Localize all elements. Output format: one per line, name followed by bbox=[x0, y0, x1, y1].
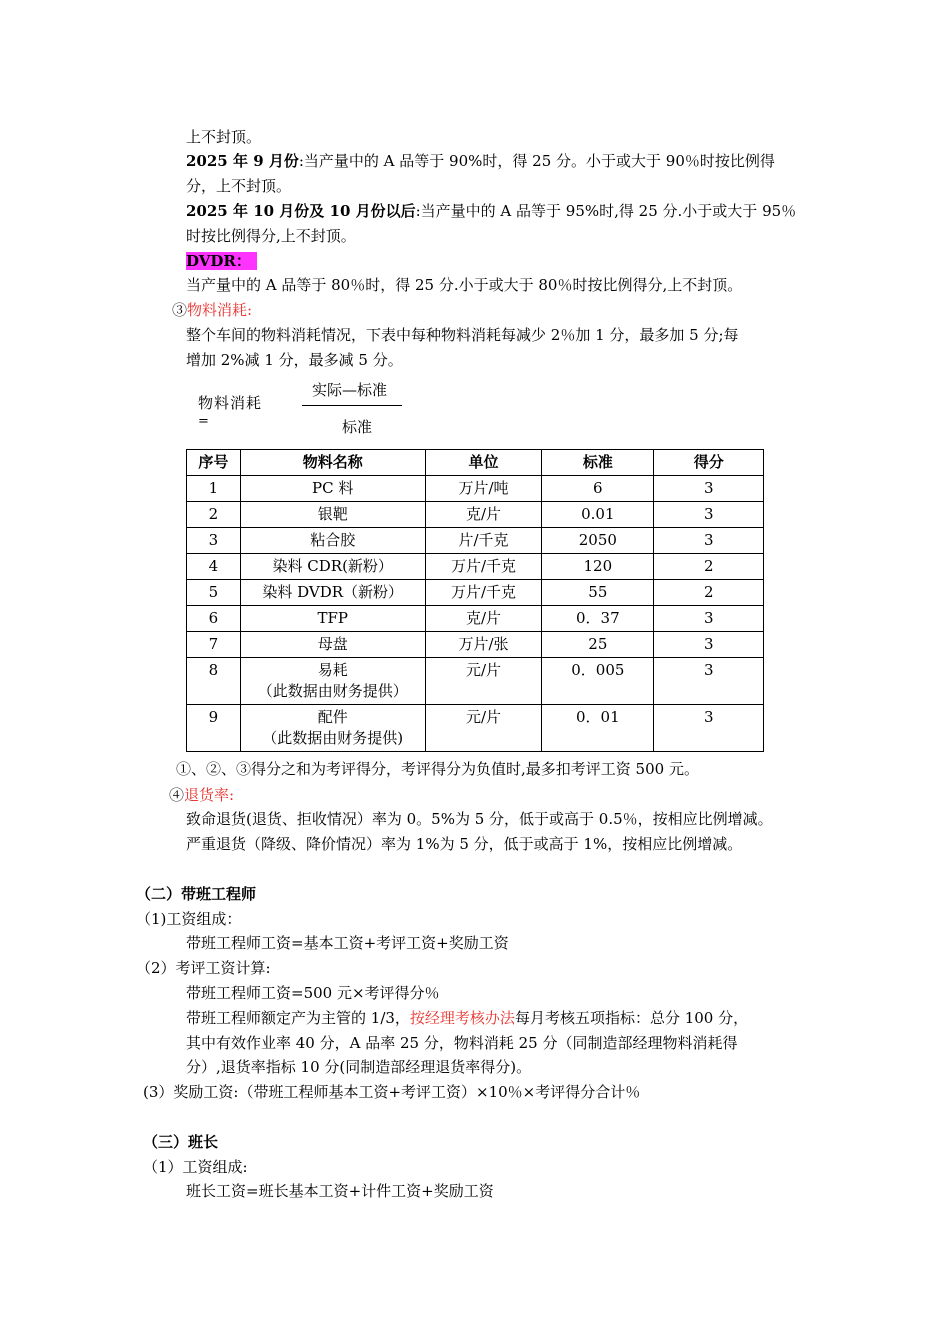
unit: 万片/吨 bbox=[458, 479, 509, 497]
header-cell: 单位 bbox=[425, 450, 541, 476]
standard: 6 bbox=[593, 479, 603, 497]
paragraph-quota bbox=[186, 1008, 748, 1028]
paragraph-text: 时按比例得分,上不封顶。 bbox=[186, 227, 356, 245]
table-row bbox=[187, 528, 764, 554]
paragraph-oct bbox=[186, 201, 796, 221]
paragraph-text: :当产量中的 A 品等于 95%时,得 25 分.小于或大于 95％ bbox=[415, 202, 797, 220]
score: 3 bbox=[703, 635, 714, 653]
score-cell bbox=[654, 606, 764, 632]
table-row bbox=[187, 554, 764, 580]
paragraph-text: 整个车间的物料消耗情况，下表中每种物料消耗每减少 2％加 1 分，最多加 5 分;每 bbox=[186, 326, 739, 344]
header-cell: 序号 bbox=[187, 450, 241, 476]
paragraph-text: 分）,退货率指标 10 分(同制造部经理退货率得分)。 bbox=[186, 1058, 532, 1076]
standard: 2050 bbox=[578, 531, 617, 549]
table-row bbox=[187, 606, 764, 632]
month-label: 2025 年 10 月份及 10 月份以后 bbox=[186, 202, 416, 220]
standard-cell bbox=[542, 554, 654, 580]
standard: 55 bbox=[588, 583, 608, 601]
section-title: 退货率: bbox=[184, 786, 235, 804]
paragraph-text: 分，上不封顶。 bbox=[186, 177, 292, 195]
score-cell bbox=[654, 502, 764, 528]
unit-cell bbox=[425, 476, 541, 502]
unit-cell bbox=[425, 580, 541, 606]
row-number: 9 bbox=[208, 708, 219, 726]
standard-cell bbox=[542, 705, 654, 752]
score-cell bbox=[654, 632, 764, 658]
standard-cell bbox=[542, 632, 654, 658]
material-name: 银靶 bbox=[317, 505, 348, 523]
paragraph-text: 班长工资=班长基本工资+计件工资+奖励工资 bbox=[186, 1182, 494, 1200]
text-span: 带班工程师额定产为主管的 1/3， bbox=[186, 1009, 410, 1027]
header-cell: 标准 bbox=[542, 450, 654, 476]
unit: 万片/张 bbox=[458, 635, 509, 653]
row-number-cell bbox=[187, 606, 241, 632]
table-row bbox=[187, 502, 764, 528]
unit-cell bbox=[425, 502, 541, 528]
unit: 片/千克 bbox=[458, 531, 509, 549]
material-name: TFP bbox=[317, 609, 348, 627]
row-number-cell bbox=[187, 528, 241, 554]
table-row bbox=[187, 580, 764, 606]
material-name: 染料 DVDR（新粉） bbox=[262, 583, 404, 601]
section-heading-material bbox=[172, 300, 252, 320]
row-number-cell bbox=[187, 632, 241, 658]
section-title: 物料消耗: bbox=[187, 301, 253, 319]
standard: 120 bbox=[583, 557, 613, 575]
paragraph-text: 增加 2%减 1 分，最多减 5 分。 bbox=[186, 351, 403, 369]
score-cell bbox=[654, 705, 764, 752]
standard-cell bbox=[542, 606, 654, 632]
material-name: 易耗 bbox=[317, 661, 348, 679]
material-note: （此数据由财务提供） bbox=[257, 682, 408, 700]
paragraph-text: 上不封顶。 bbox=[186, 128, 262, 146]
material-name: 母盘 bbox=[317, 635, 348, 653]
table-header-row bbox=[187, 450, 764, 476]
score: 2 bbox=[703, 583, 714, 601]
row-number-cell bbox=[187, 554, 241, 580]
table-row bbox=[187, 705, 764, 752]
row-number-cell bbox=[187, 476, 241, 502]
material-name-cell bbox=[240, 476, 425, 502]
formula-numerator: 实际—标准 bbox=[312, 381, 388, 399]
row-number-cell bbox=[187, 705, 241, 752]
highlighted-text: 按经理考核办法 bbox=[409, 1009, 515, 1027]
material-name-cell bbox=[240, 528, 425, 554]
unit: 万片/千克 bbox=[450, 557, 517, 575]
score: 3 bbox=[703, 505, 714, 523]
paragraph-text: （1）工资组成: bbox=[143, 1158, 248, 1176]
header-cell: 得分 bbox=[654, 450, 764, 476]
material-name: 粘合胶 bbox=[310, 531, 356, 549]
material-name-cell bbox=[240, 502, 425, 528]
material-name-cell bbox=[240, 658, 425, 705]
paragraph-text: （2）考评工资计算: bbox=[136, 959, 271, 977]
paragraph-dvdr: 当产量中的 A 品等于 80％时，得 25 分.小于或大于 80％时按比例得分,上不封顶。 bbox=[186, 276, 743, 294]
unit-cell bbox=[425, 528, 541, 554]
material-name-cell bbox=[240, 705, 425, 752]
material-name: PC 料 bbox=[312, 479, 354, 497]
row-number-cell bbox=[187, 580, 241, 606]
standard-cell bbox=[542, 502, 654, 528]
material-name-cell bbox=[240, 554, 425, 580]
standard-cell bbox=[542, 580, 654, 606]
row-number-cell bbox=[187, 658, 241, 705]
table-row bbox=[187, 632, 764, 658]
material-name: 染料 CDR(新粉） bbox=[272, 557, 393, 575]
standard-cell bbox=[542, 476, 654, 502]
paragraph-text: 严重退货（降级、降价情况）率为 1%为 5 分，低于或高于 1%，按相应比例增减。 bbox=[186, 835, 743, 853]
material-name-cell bbox=[240, 606, 425, 632]
score: 3 bbox=[703, 661, 714, 679]
unit-cell bbox=[425, 705, 541, 752]
table-row bbox=[187, 476, 764, 502]
paragraph-text: 带班工程师工资=500 元×考评得分％ bbox=[186, 984, 440, 1002]
formula-denominator: 标准 bbox=[342, 418, 373, 436]
unit-cell bbox=[425, 632, 541, 658]
row-number: 8 bbox=[208, 661, 219, 679]
formula-equals: = bbox=[198, 414, 209, 429]
header-cell: 物料名称 bbox=[240, 450, 425, 476]
paragraph-text: 带班工程师工资=基本工资+考评工资+奖励工资 bbox=[186, 934, 509, 952]
material-table bbox=[186, 449, 764, 752]
paragraph-summary: ①、②、③得分之和为考评得分，考评得分为负值时,最多扣考评工资 500 元。 bbox=[176, 760, 699, 778]
material-note: （此数据由财务提供) bbox=[262, 729, 404, 747]
fraction-bar bbox=[302, 405, 402, 406]
paragraph-text: :当产量中的 A 品等于 90%时，得 25 分。小于或大于 90％时按比例得 bbox=[298, 152, 775, 170]
unit: 万片/千克 bbox=[450, 583, 517, 601]
standard: 0．01 bbox=[576, 708, 620, 726]
material-name: 配件 bbox=[317, 708, 348, 726]
formula-lhs: 物料消耗 bbox=[198, 394, 263, 412]
row-number: 7 bbox=[208, 635, 219, 653]
score: 3 bbox=[703, 708, 714, 726]
month-label: 2025 年 9 月份 bbox=[186, 152, 299, 170]
paragraph-text: （1)工资组成： bbox=[136, 910, 242, 928]
heading-team-leader: （三）班长 bbox=[143, 1133, 219, 1151]
row-number: 4 bbox=[208, 557, 219, 575]
row-number: 6 bbox=[208, 609, 219, 627]
unit: 元/片 bbox=[465, 708, 502, 726]
unit-cell bbox=[425, 554, 541, 580]
row-number: 1 bbox=[208, 479, 219, 497]
section-heading-returns bbox=[169, 785, 234, 805]
section-number: ③ bbox=[172, 301, 188, 319]
standard: 0．37 bbox=[576, 609, 620, 627]
row-number: 5 bbox=[208, 583, 219, 601]
standard: 0．005 bbox=[571, 661, 625, 679]
score-cell bbox=[654, 528, 764, 554]
unit: 克/片 bbox=[465, 505, 502, 523]
section-number: ④ bbox=[169, 786, 185, 804]
paragraph-sept bbox=[186, 151, 775, 171]
row-number: 2 bbox=[208, 505, 219, 523]
dvdr-label: DVDR： bbox=[186, 251, 257, 271]
score-cell bbox=[654, 554, 764, 580]
table-row bbox=[187, 658, 764, 705]
score-cell bbox=[654, 476, 764, 502]
material-name-cell bbox=[240, 632, 425, 658]
standard-cell bbox=[542, 528, 654, 554]
text-span: 每月考核五项指标：总分 100 分， bbox=[514, 1009, 749, 1027]
row-number-cell bbox=[187, 502, 241, 528]
score: 3 bbox=[703, 609, 714, 627]
paragraph-text: 致命退货(退货、拒收情况）率为 0。5%为 5 分，低于或高于 0.5％，按相应比例增减。 bbox=[186, 810, 773, 828]
score: 3 bbox=[703, 531, 714, 549]
score-cell bbox=[654, 580, 764, 606]
unit-cell bbox=[425, 658, 541, 705]
unit: 克/片 bbox=[465, 609, 502, 627]
row-number: 3 bbox=[208, 531, 219, 549]
paragraph-text: (3）奖励工资:（带班工程师基本工资+考评工资）×10％×考评得分合计％ bbox=[143, 1083, 641, 1101]
score: 2 bbox=[703, 557, 714, 575]
standard-cell bbox=[542, 658, 654, 705]
standard: 25 bbox=[588, 635, 608, 653]
unit: 元/片 bbox=[465, 661, 502, 679]
score: 3 bbox=[703, 479, 714, 497]
paragraph-text: 其中有效作业率 40 分，A 品率 25 分，物料消耗 25 分（同制造部经理物料消耗得 bbox=[186, 1034, 738, 1052]
heading-shift-engineer: （二）带班工程师 bbox=[136, 885, 257, 903]
standard: 0.01 bbox=[581, 505, 615, 523]
score-cell bbox=[654, 658, 764, 705]
material-name-cell bbox=[240, 580, 425, 606]
unit-cell bbox=[425, 606, 541, 632]
